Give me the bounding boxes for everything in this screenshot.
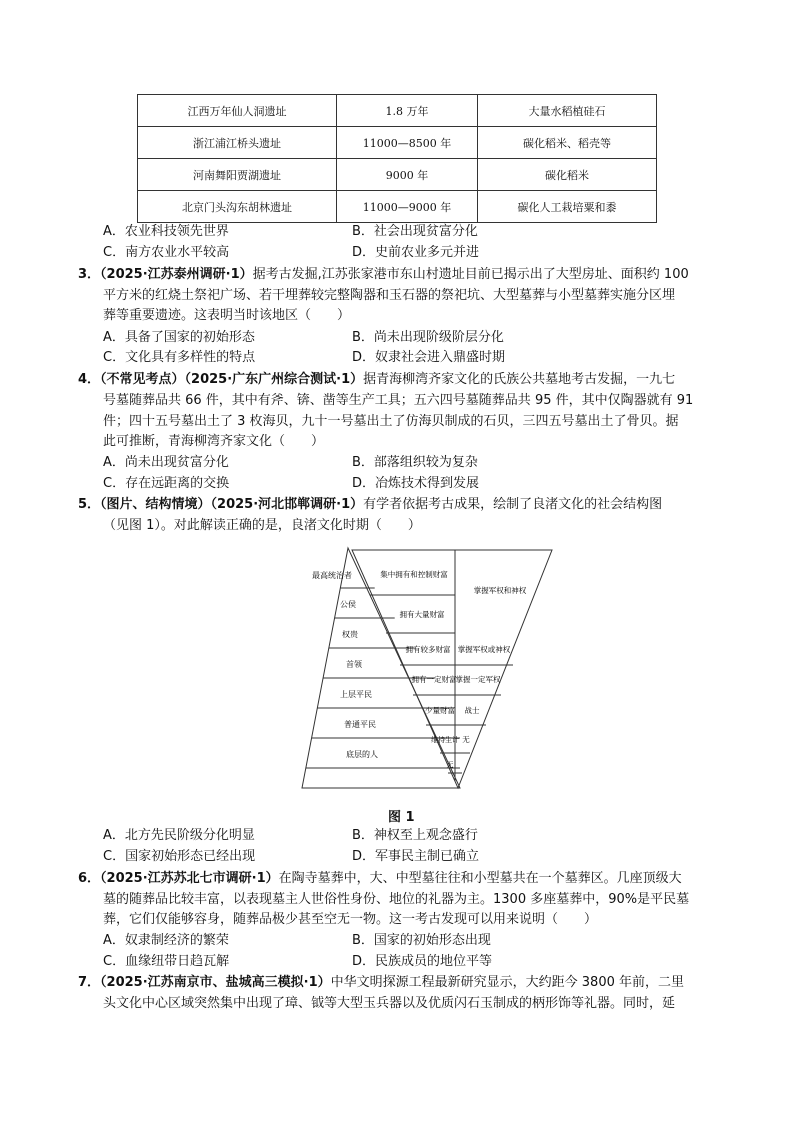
wealth-label: 拥有较多财富 [405,645,451,654]
wealth-label: 拥有大量财富 [399,610,445,619]
rank-label: 公侯 [340,600,356,609]
table-cell: 11000—8500 年 [337,127,478,159]
table-cell: 1.8 万年 [337,95,478,127]
question-text: 据青海柳湾齐家文化的氏族公共墓地考古发掘，一九七 [363,372,676,387]
q3-option-c[interactable]: C．文化具有多样性的特点 [103,350,256,365]
q3-stem-line [78,265,689,285]
table-row [138,191,657,223]
q2-option-d[interactable]: D．史前农业多元并进 [352,245,480,260]
table-cell: 11000—9000 年 [337,191,478,223]
q5-option-b[interactable]: B．神权至上观念盛行 [352,828,478,843]
figure-caption: 图 1 [388,810,415,825]
q7-stem-line [78,973,684,993]
q6-option-c[interactable]: C．血缘纽带日趋瓦解 [103,954,230,969]
rank-label: 底层的人 [346,750,378,759]
rank-label: 上层平民 [340,690,372,699]
question-text: 据考古发掘,江苏张家港市东山村遗址目前已揭示出了大型房址、面积约 100 [252,267,689,282]
rank-label: 普通平民 [344,720,376,729]
table-cell: 河南舞阳贾湖遗址 [138,159,337,191]
q6-stem-line: 葬，它们仅能够容身，随葬品极少甚至空无一物。这一考古发现可以用来说明（ ） [103,912,598,927]
question-source: （图片、结构情境）（2025·河北邯郸调研·1） [100,497,364,512]
q4-option-c[interactable]: C．存在远距离的交换 [103,476,230,491]
power-label: 战士 [464,706,480,715]
table-row [138,95,657,127]
table-cell: 碳化稻米 [478,159,657,191]
q4-stem-line: 此可推断，青海柳湾齐家文化（ ） [103,434,325,449]
wealth-label: 无 [446,761,454,769]
power-label: 掌握军权和神权 [473,586,527,595]
q3-option-a[interactable]: A．具备了国家的初始形态 [103,330,255,345]
power-label: 无 [462,735,470,744]
q4-stem-line: 号墓随葬品共 66 件，其中有斧、锛、凿等生产工具；五六四号墓随葬品共 95 件，其中仅陶器就有 91 [103,393,694,408]
question-source: （不常见考点）（2025·广东广州综合测试·1） [100,372,364,387]
question-source: （2025·江苏苏北七市调研·1） [100,871,279,886]
question-number: 5． [78,497,101,512]
question-source: （2025·江苏泰州调研·1） [100,267,253,282]
q5-stem-line: （见图 1）。对此解读正确的是，良渚文化时期（ ） [103,518,421,533]
q6-stem-line [78,869,682,889]
power-label: 掌握军权或神权 [457,645,511,654]
table-cell: 碳化稻米、稻壳等 [478,127,657,159]
q7-stem-line: 头文化中心区域突然集中出现了璋、钺等大型玉兵器以及优质闪石玉制成的柄形饰等礼器。同时，延 [103,996,676,1011]
q5-option-a[interactable]: A．北方先民阶级分化明显 [103,828,255,843]
question-text: 在陶寺墓葬中，大、中型墓往往和小型墓共在一个墓葬区。几座顶级大 [278,871,682,886]
q6-option-a[interactable]: A．奴隶制经济的繁荣 [103,933,229,948]
question-text: 中华文明探源工程最新研究显示，大约距今 3800 年前，二里 [330,975,685,990]
table-cell: 浙江浦江桥头遗址 [138,127,337,159]
table-cell: 江西万年仙人洞遗址 [138,95,337,127]
q5-stem-line [78,495,662,515]
social-structure-diagram [300,545,560,795]
question-number: 6． [78,871,101,886]
wealth-label: 拥有一定财富 [411,675,457,684]
q4-option-a[interactable]: A．尚未出现贫富分化 [103,455,229,470]
q3-option-d[interactable]: D．奴隶社会进入鼎盛时期 [352,350,506,365]
wealth-label: 维持生计 [431,736,459,744]
table-cell: 北京门头沟东胡林遗址 [138,191,337,223]
sites-table [137,94,657,223]
q4-option-b[interactable]: B．部落组织较为复杂 [352,455,478,470]
q6-option-d[interactable]: D．民族成员的地位平等 [352,954,493,969]
q6-stem-line: 墓的随葬品比较丰富，以表现墓主人世俗性身份、地位的礼器为主。1300 多座墓葬中，90%是平民墓 [103,892,690,907]
rank-label: 最高统治者 [312,571,352,580]
q2-option-a[interactable]: A．农业科技领先世界 [103,224,229,239]
question-text: 有学者依据考古成果，绘制了良渚文化的社会结构图 [363,497,663,512]
table-cell: 9000 年 [337,159,478,191]
question-number: 3． [78,267,101,282]
q4-option-d[interactable]: D．冶炼技术得到发展 [352,476,480,491]
q4-stem-line [78,370,675,390]
q3-option-b[interactable]: B．尚未出现阶级阶层分化 [352,330,504,345]
q2-option-b[interactable]: B．社会出现贫富分化 [352,224,478,239]
q6-option-b[interactable]: B．国家的初始形态出现 [352,933,491,948]
q4-stem-line: 件；四十五号墓出土了 3 枚海贝，九十一号墓出土了仿海贝制成的石贝，三四五号墓出土了骨贝。据 [103,414,679,429]
q3-stem-line: 平方米的红烧土祭祀广场、若干埋葬较完整陶器和玉石器的祭祀坑、大型墓葬与小型墓葬实施分区埋 [103,288,676,303]
table-cell: 碳化人工栽培粟和黍 [478,191,657,223]
question-number: 4． [78,372,101,387]
power-label: 掌握一定军权 [455,675,501,684]
table-row [138,127,657,159]
q5-option-c[interactable]: C．国家初始形态已经出现 [103,849,256,864]
table-cell: 大量水稻植硅石 [478,95,657,127]
question-source: （2025·江苏南京市、盐城高三模拟·1） [100,975,331,990]
q3-stem-line: 葬等重要遗迹。这表明当时该地区（ ） [103,308,351,323]
table-row [138,159,657,191]
q2-option-c[interactable]: C．南方农业水平较高 [103,245,230,260]
q5-option-d[interactable]: D．军事民主制已确立 [352,849,480,864]
rank-label: 权贵 [342,630,358,639]
wealth-label: 集中拥有和控制财富 [380,570,448,579]
rank-label: 首领 [346,660,362,669]
wealth-label: 少量财富 [425,706,455,715]
question-number: 7． [78,975,101,990]
